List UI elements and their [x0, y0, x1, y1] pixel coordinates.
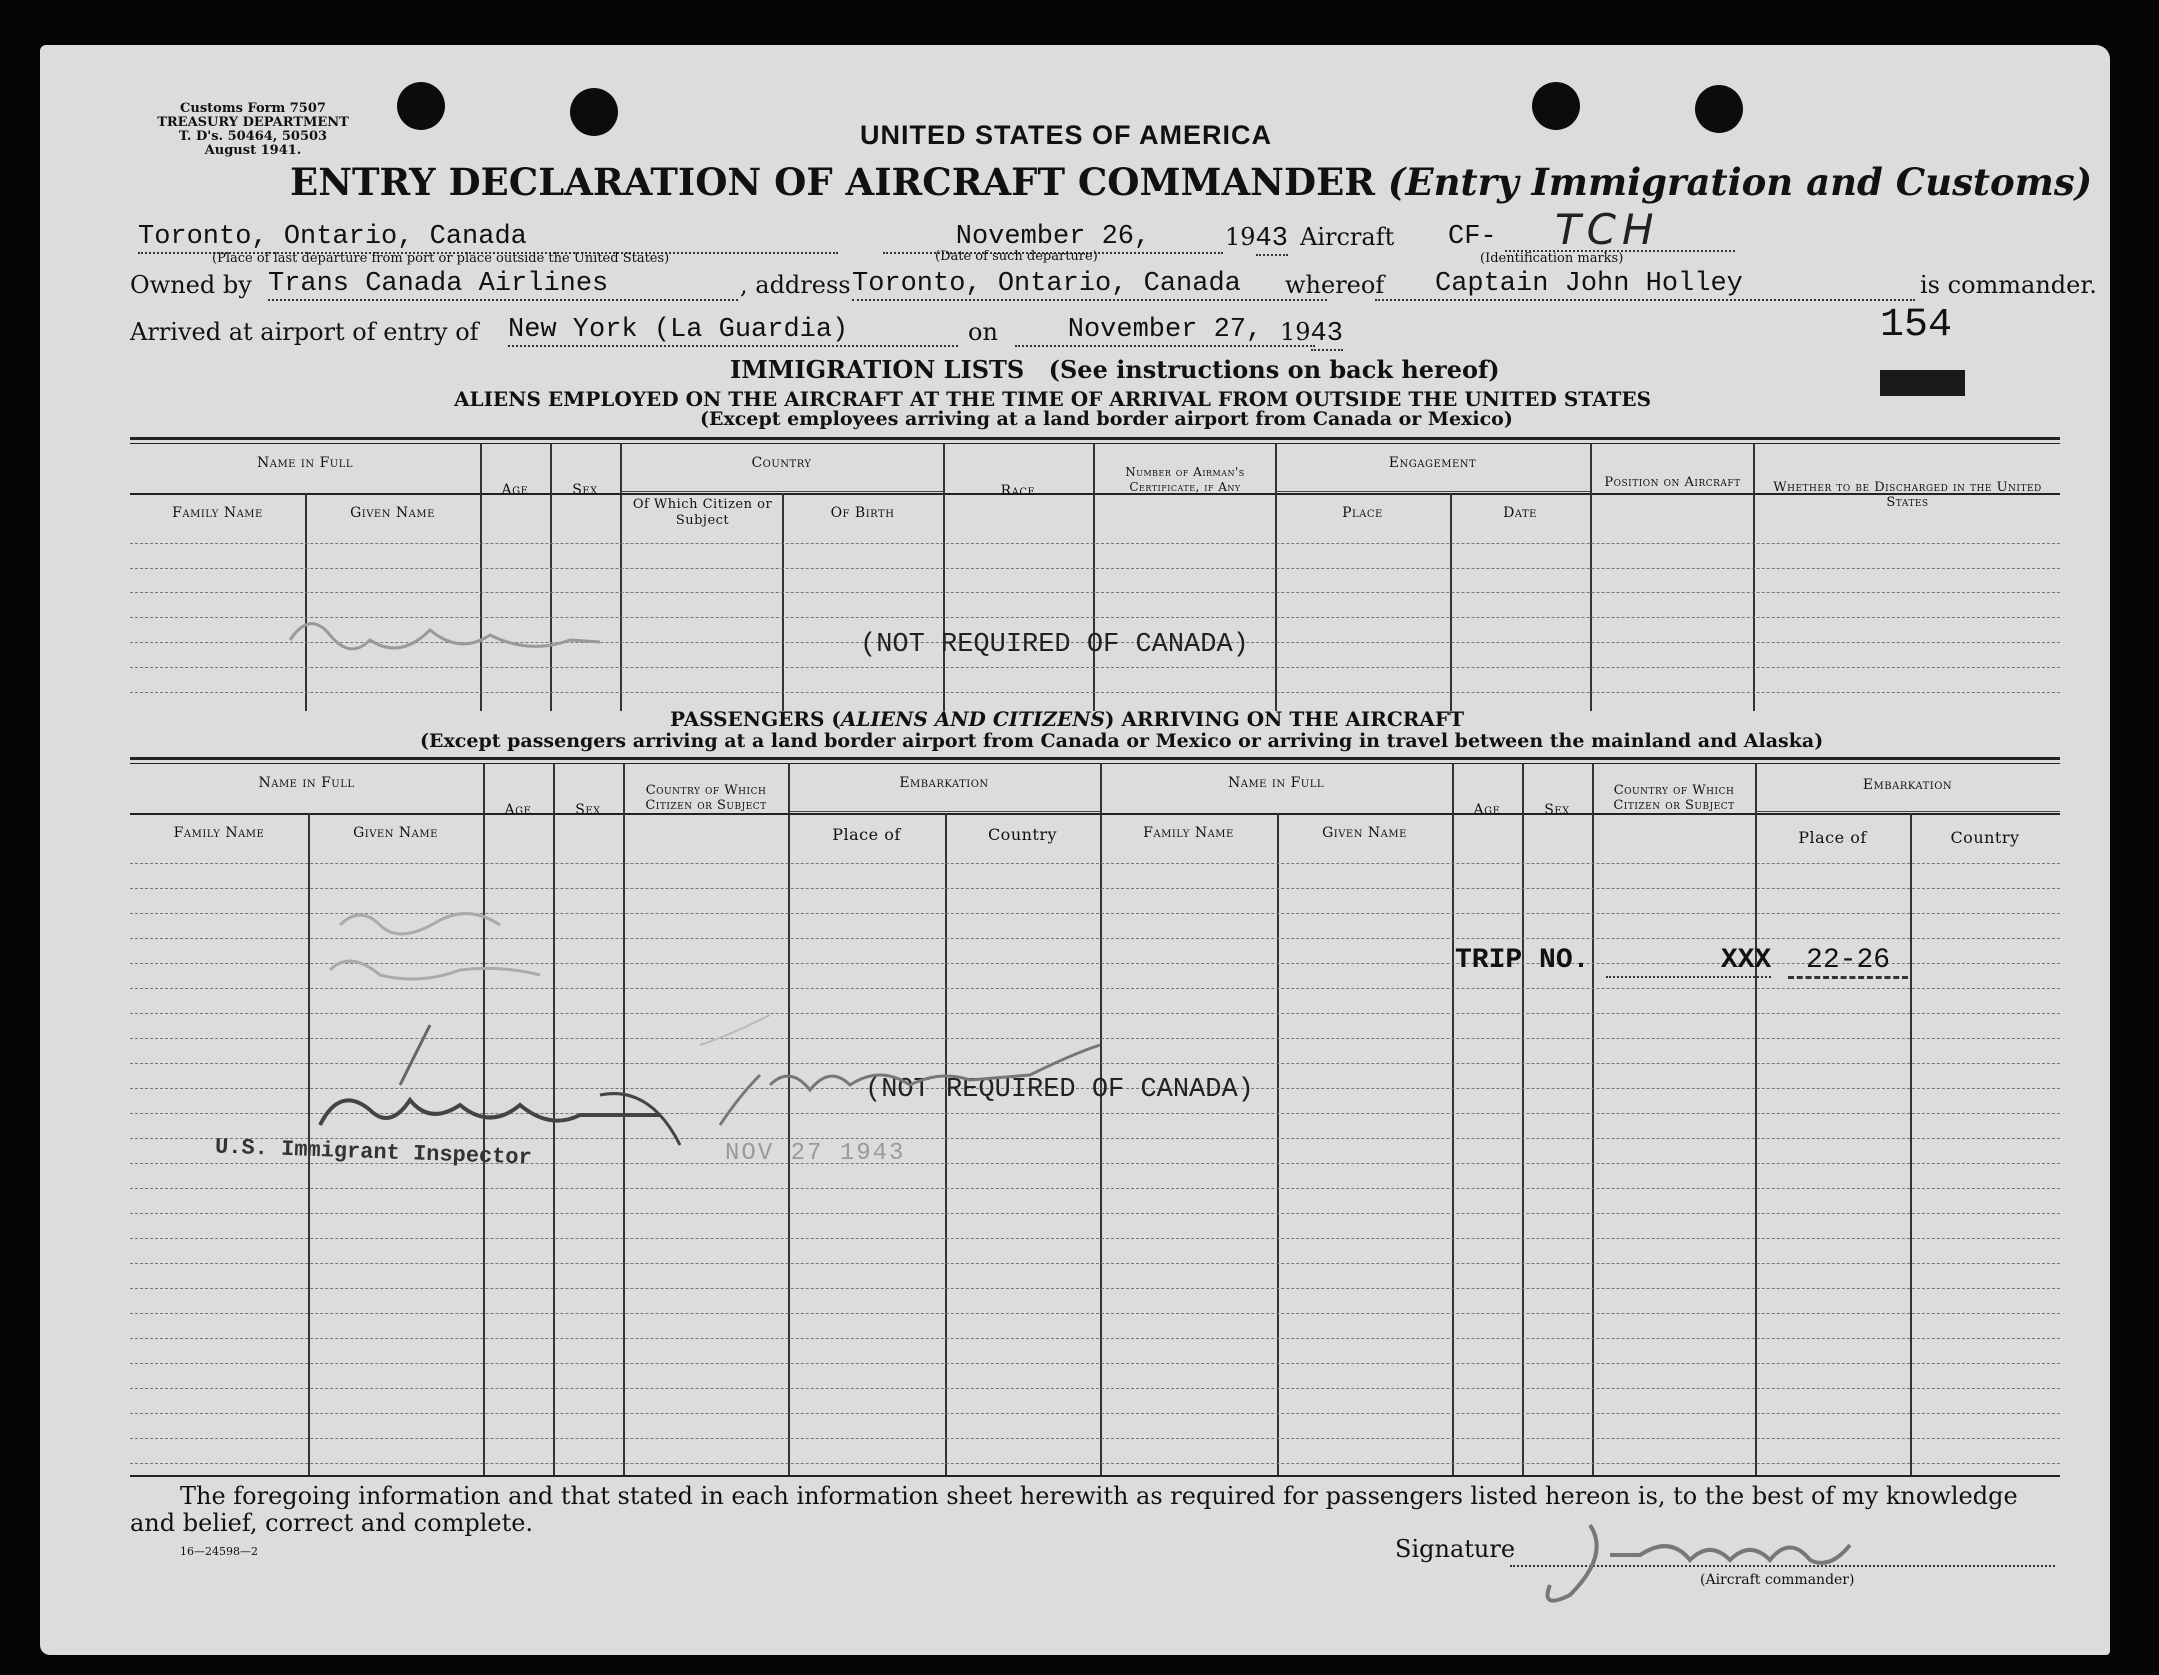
commander-signature — [1510, 1515, 1910, 1615]
table-rule — [130, 543, 2060, 544]
trip-label: TRIP NO. — [1455, 945, 1590, 976]
form-date: August 1941. — [204, 143, 302, 158]
print-code: 16—24598—2 — [180, 1545, 258, 1558]
commander-name: Captain John Holley — [1375, 269, 1915, 301]
form-tds: T. D's. 50464, 50503 — [178, 129, 328, 144]
column-divider — [1522, 763, 1524, 1475]
arrival-label: Arrived at airport of entry of — [130, 318, 479, 346]
punch-hole — [1695, 85, 1743, 133]
col-engagement: Engagement — [1388, 455, 1477, 471]
passengers-title-b: ALIENS AND CITIZENS — [840, 707, 1105, 731]
col-sex: Sex — [572, 482, 598, 498]
header-divider — [1275, 491, 1590, 492]
immigration-title-note: (See instructions on back hereof) — [1048, 355, 1500, 384]
aircraft-marks — [1505, 205, 1735, 252]
col-place: Place — [1342, 505, 1383, 521]
not-required-stamp: (NOT REQUIRED OF CANADA) — [865, 1075, 1254, 1105]
col-certificate: Number of Airman's Certificate, if Any — [1125, 465, 1245, 494]
col-place-of: Place of — [832, 825, 901, 844]
form-meta — [108, 102, 398, 158]
arrival-year — [1280, 318, 1343, 349]
table-rule — [130, 1338, 2060, 1339]
table-rule — [130, 1188, 2060, 1189]
owner-name: Trans Canada Airlines — [268, 269, 738, 301]
owned-by-label: Owned by — [130, 271, 252, 299]
trip-value: XXX — [1606, 945, 1771, 978]
form-title-main: ENTRY DECLARATION OF AIRCRAFT COMMANDER — [290, 160, 1376, 204]
table-rule — [130, 1288, 2060, 1289]
table-border — [130, 437, 2060, 440]
col-citizen: Of Which Citizen or Subject — [632, 497, 773, 528]
address-label: , address — [740, 271, 851, 299]
col-embarkation: Embarkation — [899, 775, 989, 791]
passengers-title — [670, 707, 1464, 731]
trip-number-value: 22-26 — [1788, 945, 1908, 979]
form-title — [290, 160, 2092, 204]
table-rule — [130, 888, 2060, 889]
column-divider — [1592, 763, 1594, 1475]
departure-place: Toronto, Ontario, Canada — [138, 222, 838, 254]
table-rule — [130, 1463, 2060, 1464]
col-race: Race — [1000, 483, 1036, 499]
departure-date-caption: (Date of such departure) — [935, 249, 1098, 264]
arrival-date: November 27, — [1015, 315, 1315, 347]
col-embarkation-2: Embarkation — [1862, 777, 1953, 793]
col-name-full: Name in Full — [258, 775, 355, 791]
table-rule — [130, 592, 2060, 593]
col-sex-2: Sex — [1544, 802, 1570, 818]
col-family-name-2: Family Name — [1143, 825, 1234, 841]
col-country-2: Country of Which Citizen or Subject — [1613, 783, 1735, 813]
passengers-title-c: ) ARRIVING ON THE AIRCRAFT — [1104, 707, 1464, 731]
reference-number: 154 — [1880, 303, 1953, 348]
table-rule — [130, 692, 2060, 693]
arrival-on-label: on — [968, 318, 998, 346]
header-divider — [788, 811, 1100, 812]
departure-date: November 26, — [883, 222, 1223, 254]
table-border — [130, 763, 2060, 764]
table-rule — [130, 1263, 2060, 1264]
owner-address: Toronto, Ontario, Canada — [852, 269, 1327, 301]
departure-year-value: 43 — [1255, 224, 1288, 254]
aircraft-marks-caption: (Identification marks) — [1480, 251, 1624, 266]
arrival-year-value: 43 — [1310, 319, 1343, 349]
passengers-subtitle: (Except passengers arriving at a land border airport from Canada or Mexico or arriving in travel between the mainland and Alaska) — [420, 730, 1824, 752]
col-given-name: Given Name — [350, 505, 435, 521]
departure-year — [1225, 223, 1288, 254]
form-number: Customs Form 7507 — [180, 101, 326, 116]
col-country-short: Country — [987, 825, 1058, 844]
col-country: Country — [751, 455, 812, 471]
col-birth: Of Birth — [830, 505, 895, 521]
signature-label: Signature — [1395, 1535, 1516, 1563]
table-border — [130, 443, 2060, 444]
col-sex: Sex — [575, 802, 601, 818]
table-rule — [130, 568, 2060, 569]
table-border — [130, 1475, 2060, 1477]
col-place-of-2: Place of — [1798, 828, 1867, 847]
table-rule — [130, 1363, 2060, 1364]
signature-caption: (Aircraft commander) — [1700, 1572, 1855, 1588]
not-required-stamp: (NOT REQUIRED OF CANADA) — [860, 630, 1249, 660]
col-discharged: Whether to be Discharged in the United States — [1773, 480, 2042, 510]
column-divider — [1450, 493, 1452, 711]
arrival-year-prefix: 19 — [1280, 318, 1311, 346]
col-family-name: Family Name — [173, 825, 265, 841]
form-department: TREASURY DEPARTMENT — [157, 115, 349, 130]
punch-hole — [570, 88, 618, 136]
col-country: Country of Which Citizen or Subject — [645, 783, 767, 813]
immigration-subtitle: ALIENS EMPLOYED ON THE AIRCRAFT AT THE TIME OF ARRIVAL FROM OUTSIDE THE UNITED STATES — [454, 387, 1652, 411]
col-country-short-2: Country — [1950, 828, 2020, 847]
punch-hole — [397, 82, 445, 130]
punch-hole — [1532, 82, 1580, 130]
aircraft-label: Aircraft — [1300, 223, 1395, 251]
col-position: Position on Aircraft — [1604, 475, 1741, 490]
col-age: Age — [504, 802, 532, 818]
column-divider — [1452, 763, 1454, 1475]
col-name-full-2: Name in Full — [1227, 775, 1325, 791]
aircraft-marks-value: TCH — [1555, 205, 1660, 254]
whereof-label: whereof — [1285, 271, 1385, 299]
date-stamp: NOV 27 1943 — [725, 1140, 906, 1167]
col-age-2: Age — [1473, 802, 1501, 818]
form-page — [40, 45, 2110, 1655]
column-divider — [1093, 443, 1095, 711]
is-commander-label: is commander. — [1920, 271, 2097, 299]
trip-number — [1455, 945, 1908, 979]
col-date: Date — [1503, 505, 1537, 521]
table-rule — [130, 1413, 2060, 1414]
table-border — [130, 813, 2060, 815]
departure-year-prefix: 19 — [1225, 223, 1256, 251]
table-rule — [130, 1313, 2060, 1314]
arrival-airport: New York (La Guardia) — [508, 315, 958, 347]
redaction-mark — [1880, 370, 1965, 396]
pencil-note — [700, 1035, 1120, 1145]
column-divider — [1590, 443, 1592, 711]
aircraft-prefix: CF- — [1448, 222, 1497, 252]
table-rule — [130, 863, 2060, 864]
form-title-paren: (Entry Immigration and Customs) — [1387, 160, 2093, 204]
immigration-subtitle-note: (Except employees arriving at a land border airport from Canada or Mexico) — [700, 408, 1513, 430]
immigration-title — [730, 355, 1500, 384]
table-border — [130, 757, 2060, 760]
column-divider — [1755, 763, 1757, 1475]
table-rule — [130, 1213, 2060, 1214]
column-divider — [782, 493, 784, 711]
column-divider — [620, 443, 622, 711]
inspector-stamp: U.S. Immigrant Inspector — [214, 1134, 533, 1171]
header-divider — [620, 491, 943, 492]
passengers-title-a: PASSENGERS ( — [670, 707, 841, 731]
col-age: Age — [501, 482, 529, 498]
table-rule — [130, 1388, 2060, 1389]
header-divider — [1755, 811, 2060, 812]
col-given-name: Given Name — [353, 825, 438, 841]
col-name-full: Name in Full — [256, 455, 354, 471]
departure-place-caption: (Place of last departure from port or place outside the United States) — [212, 251, 670, 266]
column-divider — [1275, 443, 1277, 711]
declaration-text: The foregoing information and that stated in each information sheet herewith as required for passengers listed hereon is, to the best of my knowledge and belief, correct and complete. — [130, 1482, 2018, 1537]
col-given-name-2: Given Name — [1322, 825, 1407, 841]
immigration-title-main: IMMIGRATION LISTS — [730, 355, 1025, 384]
country-heading: UNITED STATES OF AMERICA — [860, 120, 1272, 150]
table-rule — [130, 1238, 2060, 1239]
col-family-name: Family Name — [172, 505, 263, 521]
pencil-scribble — [270, 600, 620, 680]
table-rule — [130, 1438, 2060, 1439]
column-divider — [1753, 443, 1755, 711]
